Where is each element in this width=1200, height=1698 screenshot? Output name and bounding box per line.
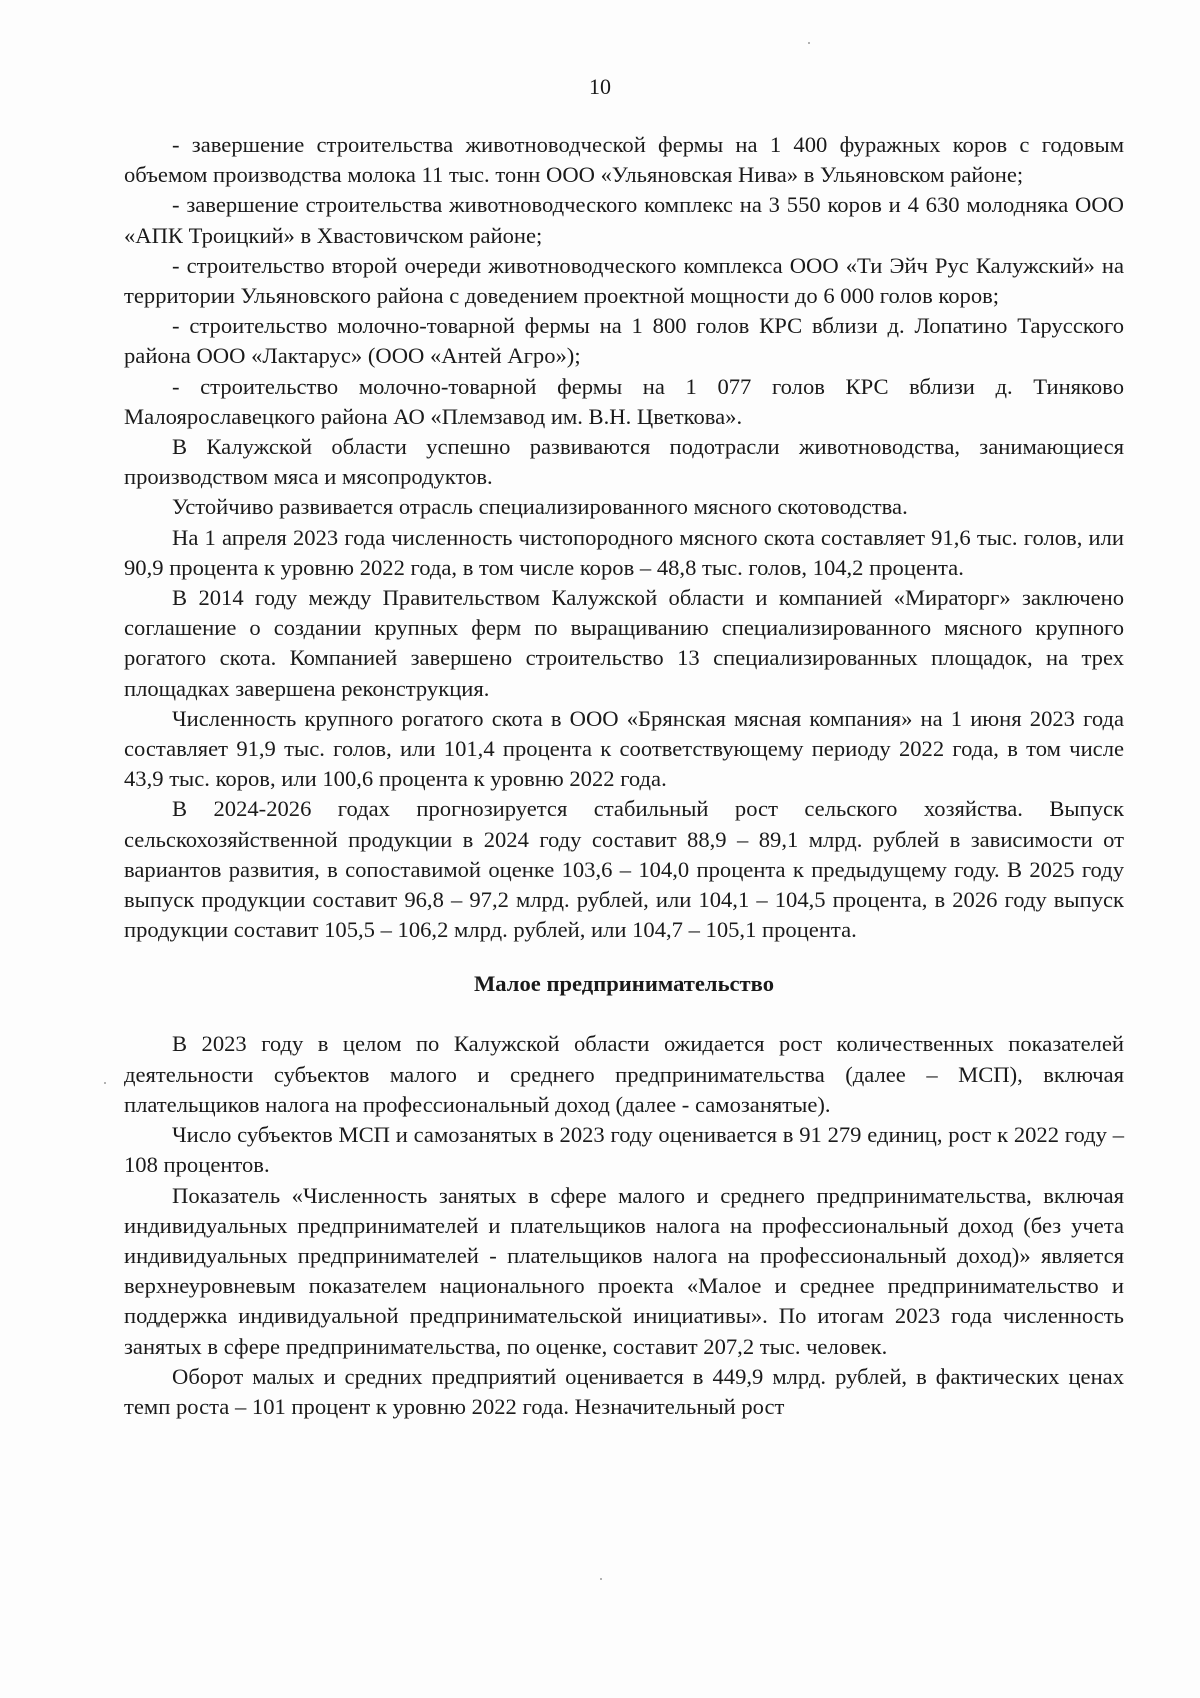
paragraph: - завершение строительства животноводческой фермы на 1 400 фуражных коров с годовым объемом производства молока 11 тыс. тонн ООО «Ульяновская Нива» в Ульяновском районе; (124, 132, 1124, 188)
scan-speck (104, 1082, 106, 1084)
paragraph: Численность крупного рогатого скота в ООО «Брянская мясная компания» на 1 июня 2023 года составляет 91,9 тыс. голов, или 101,4 процента к соответствующему периоду 2022 года, в том числе 43,9 тыс. коров, или 100,6 процента к уровню 2022 года. (124, 705, 1124, 792)
paragraph: В 2014 году между Правительством Калужской области и компанией «Мираторг» заключено соглашение о создании крупных ферм по выращиванию специализированного мясного крупного рогатого скота. Компанией завершено строительство 13 специализированных площадок, на трех площадках завершена реконструкция. (124, 585, 1124, 701)
paragraph: Оборот малых и средних предприятий оценивается в 449,9 млрд. рублей, в фактических ценах темп роста – 101 процент к уровню 2022 года. Незначительный рост (124, 1363, 1124, 1419)
document-body (124, 130, 1124, 1422)
paragraph: - завершение строительства животноводческого комплекс на 3 550 коров и 4 630 молодняка ООО «АПК Троицкий» в Хвастовичском районе; (124, 192, 1124, 248)
paragraph: В 2024-2026 годах прогнозируется стабильный рост сельского хозяйства. Выпуск сельскохозяйственной продукции в 2024 году составит 88,9 – 89,1 млрд. рублей в зависимости от вариантов развития, в сопоставимой оценке 103,6 – 104,0 процента к предыдущему году. В 2025 году выпуск продукции составит 96,8 – 97,2 млрд. рублей, или 104,1 – 104,5 процента, в 2026 году выпуск продукции составит 105,5 – 106,2 млрд. рублей, или 104,7 – 105,1 процента. (124, 796, 1124, 943)
paragraph: Устойчиво развивается отрасль специализированного мясного скотоводства. (172, 494, 908, 520)
paragraph: В 2023 году в целом по Калужской области ожидается рост количественных показателей деятельности субъектов малого и среднего предпринимательства (далее – МСП), включая плательщиков налога на профессиональный доход (далее - самозанятые). (124, 1031, 1124, 1117)
paragraph: - строительство второй очереди животноводческого комплекса ООО «Ти Эйч Рус Калужский» на территории Ульяновского района с доведением проектной мощности до 6 000 голов коров; (124, 252, 1124, 309)
scan-speck (600, 1578, 602, 1580)
paragraph: Показатель «Численность занятых в сфере малого и среднего предпринимательства, включая индивидуальных предпринимателей и плательщиков налога на профессиональный доход (без учета индивидуальных предпринимателей - плательщиков налога на профессиональный доход)» является верхнеуровневым показателем национального проекта «Малое и среднее предпринимательство и поддержка индивидуальной предпринимательской инициативы». По итогам 2023 года численность занятых в сфере предпринимательства, по оценке, составит 207,2 тыс. человек. (124, 1182, 1124, 1359)
scan-speck (808, 42, 810, 44)
page-number: 10 (589, 74, 611, 99)
section-heading: Малое предпринимательство (473, 971, 775, 997)
paragraph: - строительство молочно-товарной фермы на 1 077 голов КРС вблизи д. Тиняково Малоярославецкого района АО «Племзавод им. В.Н. Цветкова». (124, 373, 1124, 429)
paragraph: Число субъектов МСП и самозанятых в 2023 году оценивается в 91 279 единиц, рост к 2022 году – 108 процентов. (124, 1122, 1124, 1178)
paragraph: - строительство молочно-товарной фермы на 1 800 голов КРС вблизи д. Лопатино Тарусского района ООО «Лактарус» (ООО «Антей Агро»); (124, 313, 1124, 369)
paragraph: В Калужской области успешно развиваются подотрасли животноводства, занимающиеся производством мяса и мясопродуктов. (124, 434, 1124, 490)
paragraph: На 1 апреля 2023 года численность чистопородного мясного скота составляет 91,6 тыс. голов, или 90,9 процента к уровню 2022 года, в том числе коров – 48,8 тыс. голов, 104,2 процента. (124, 524, 1124, 580)
